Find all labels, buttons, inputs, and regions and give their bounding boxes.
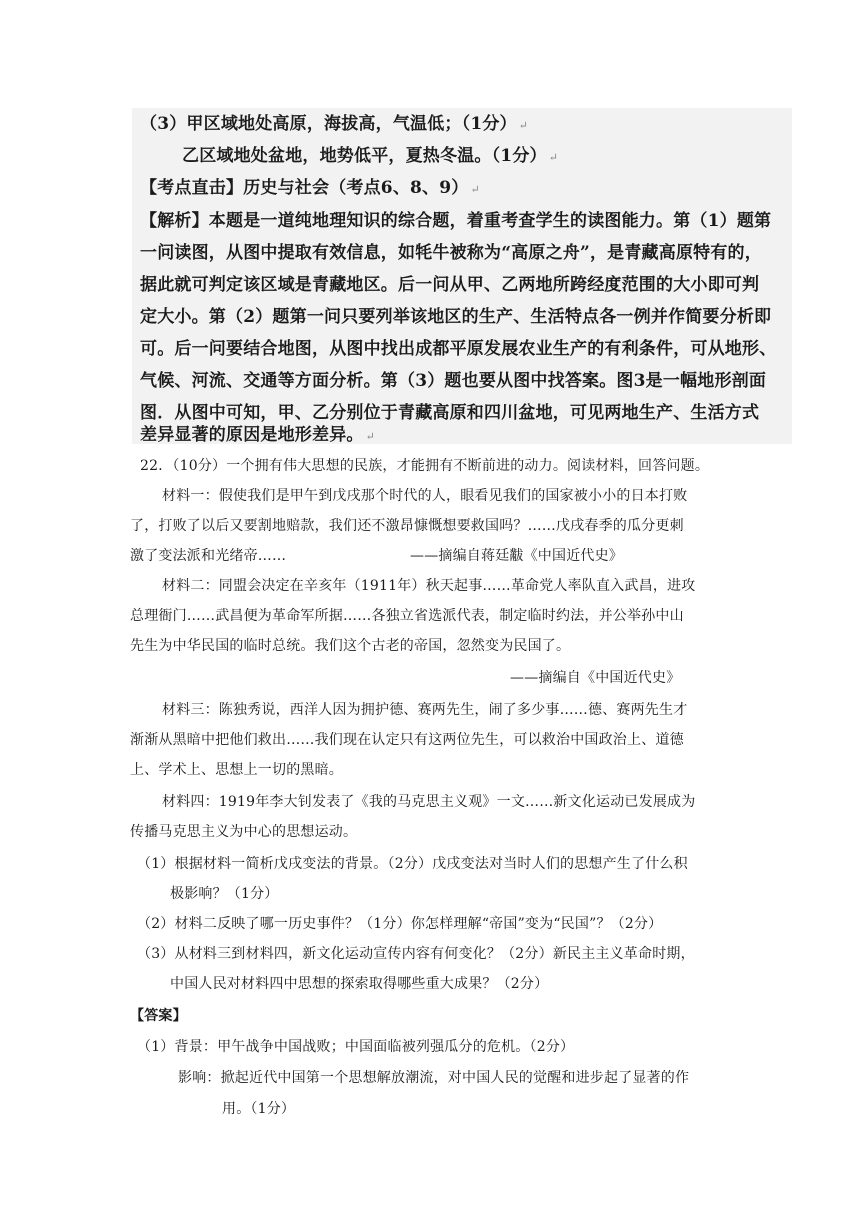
jiexi-line-1: 【解析】本题是一道纯地理知识的综合题，着重考查学生的读图能力。第（1）题第 [140,211,772,231]
jiexi-line-7: 图．从图中可知，甲、乙分别位于青藏高原和四川盆地，可见两地生产、生活方式 [140,403,760,423]
kaodian-text: 【考点直击】历史与社会（考点6、8、9） [140,178,469,198]
material-3-line-1: 材料三：陈独秀说，西洋人因为拥护德、赛两先生，闹了多少事……德、赛两先生才 [162,702,688,718]
material-1-line-2: 了，打败了以后又要割地赔款，我们还不激昂慷慨想要救国吗？……戊戌春季的瓜分更刺 [130,518,684,534]
material-2-source: ——摘编自《中国近代史》 [510,670,681,686]
answer-1-line-3: 用。（1分） [222,1101,296,1117]
material-1-line-3: 激了变法派和光绪帝…… [130,548,287,564]
material-2-line-3: 先生为中华民国的临时总统。我们这个古老的帝国，忽然变为民国了。 [130,638,571,654]
material-1-source: ——摘编自蒋廷黻《中国近代史》 [410,548,623,564]
sub-question-1-line-1: （1）根据材料一简析戊戌变法的背景。（2分）戊戌变法对当时人们的思想产生了什么积 [137,856,688,872]
material-2-line-2: 总理衙门……武昌便为革命军所据……各独立省选派代表，制定临时约法，并公举孙中山 [130,608,684,624]
question-22-stem: 22．（10分）一个拥有伟大思想的民族，才能拥有不断前进的动力。阅读材料，回答问题。 [140,458,710,474]
jiexi-line-3: 据此就可判定该区域是青藏地区。后一问从甲、乙两地所跨经度范围的大小即可判 [140,275,760,295]
paragraph-mark-icon: ↵ [365,430,376,443]
paragraph-mark-icon: ↵ [548,151,559,164]
paragraph-mark-icon: ↵ [470,183,480,196]
jiexi-line-8 [140,420,375,445]
q3-answer-text-1: （3）甲区域地处高原，海拔高，气温低；（1分） [140,114,517,134]
sub-question-3-line-2: 中国人民对材料四中思想的探索取得哪些重大成果？（2分） [170,976,549,992]
sub-question-3-line-1: （3）从材料三到材料四，新文化运动宣传内容有何变化？（2分）新民主主义革命时期， [137,946,695,962]
sub-question-2: （2）材料二反映了哪一历史事件？（1分）你怎样理解“帝国”变为“民国”？（2分） [137,916,663,932]
jiexi-line-4: 定大小。第（2）题第一问只要列举该地区的生产、生活特点各一例并作简要分析即 [140,307,772,327]
q3-answer-text-2: 乙区域地处盆地，地势低平，夏热冬温。（1分） [182,146,547,166]
jiexi-line-2: 一问读图，从图中提取有效信息，如牦牛被称为“高原之舟”，是青藏高原特有的， [140,243,762,263]
answer-1-line-2: 影响：掀起近代中国第一个思想解放潮流，对中国人民的觉醒和进步起了显著的作 [178,1070,690,1086]
material-1-line-1: 材料一：假使我们是甲午到戊戌那个时代的人，眼看见我们的国家被小小的日本打败 [162,488,688,504]
material-3-line-2: 渐渐从黑暗中把他们救出……我们现在认定只有这两位先生，可以救治中国政治上、道德 [130,732,684,748]
jiexi-line-5: 可。后一问要结合地图，从图中找出成都平原发展农业生产的有利条件，可从地形、 [140,339,777,359]
material-4-line-2: 传播马克思主义为中心的思想运动。 [130,824,358,840]
q3-answer-line-2 [182,141,558,166]
kaodian-line [140,173,480,198]
paragraph-mark-icon: ↵ [518,119,529,132]
jiexi-text-8: 差异显著的原因是地形差异。 [140,425,364,445]
material-4-line-1: 材料四：1919年李大钊发表了《我的马克思主义观》一文……新文化运动已发展成为 [162,794,696,810]
material-3-line-3: 上、学术上、思想上一切的黑暗。 [130,762,343,778]
jiexi-line-6: 气候、河流、交通等方面分析。第（3）题也要从图中找答案。图3是一幅地形剖面 [140,371,767,391]
answer-label: 【答案】 [130,1008,187,1024]
answer-1-line-1: （1）背景：甲午战争中国战败；中国面临被列强瓜分的危机。（2分） [137,1039,575,1055]
q3-answer-line-1 [140,109,528,134]
sub-question-1-line-2: 极影响？（1分） [170,886,279,902]
material-2-line-1: 材料二：同盟会决定在辛亥年（1911年）秋天起事……革命党人率队直入武昌，进攻 [162,578,696,594]
